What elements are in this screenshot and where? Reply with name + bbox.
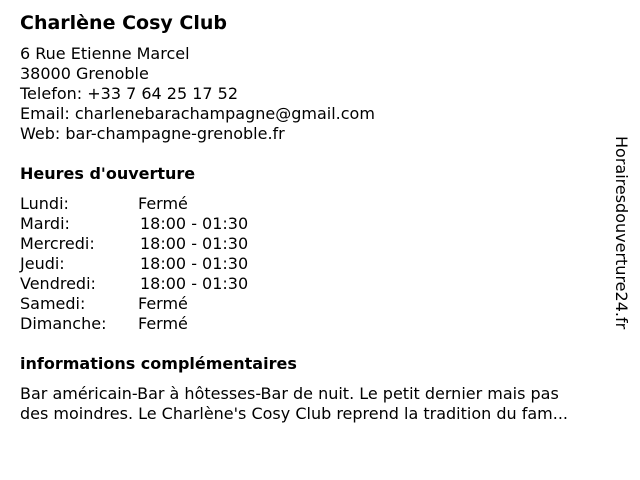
contact-block: [20, 44, 375, 144]
site-watermark: Horairesdouverture24.fr: [612, 136, 631, 330]
day-label: Jeudi:: [20, 254, 65, 273]
day-hours: 18:00 - 01:30: [140, 214, 249, 233]
day-label: Mercredi:: [20, 234, 95, 253]
day-hours: 18:00 - 01:30: [140, 234, 249, 253]
business-name: Charlène Cosy Club: [20, 12, 227, 34]
day-hours: Fermé: [138, 314, 188, 333]
email-address: Email: charlenebarachampagne@gmail.com: [20, 104, 375, 123]
day-label: Dimanche:: [20, 314, 107, 333]
description-line: des moindres. Le Charlène's Cosy Club reprend la tradition du fam...: [20, 404, 568, 423]
info-heading: informations complémentaires: [20, 354, 297, 373]
description-line: Bar américain-Bar à hôtesses-Bar de nuit. Le petit dernier mais pas: [20, 384, 559, 403]
description: [20, 384, 624, 424]
website: Web: bar-champagne-grenoble.fr: [20, 124, 285, 143]
day-hours: Fermé: [138, 294, 188, 313]
day-hours: 18:00 - 01:30: [140, 254, 249, 273]
street-address: 6 Rue Etienne Marcel: [20, 44, 190, 63]
day-hours: Fermé: [138, 194, 188, 213]
day-hours: 18:00 - 01:30: [140, 274, 249, 293]
day-label: Lundi:: [20, 194, 69, 213]
day-label: Vendredi:: [20, 274, 96, 293]
day-label: Mardi:: [20, 214, 70, 233]
day-label: Samedi:: [20, 294, 86, 313]
hours-heading: Heures d'ouverture: [20, 164, 196, 183]
phone-number: Telefon: +33 7 64 25 17 52: [20, 84, 239, 103]
city-postcode: 38000 Grenoble: [20, 64, 149, 83]
